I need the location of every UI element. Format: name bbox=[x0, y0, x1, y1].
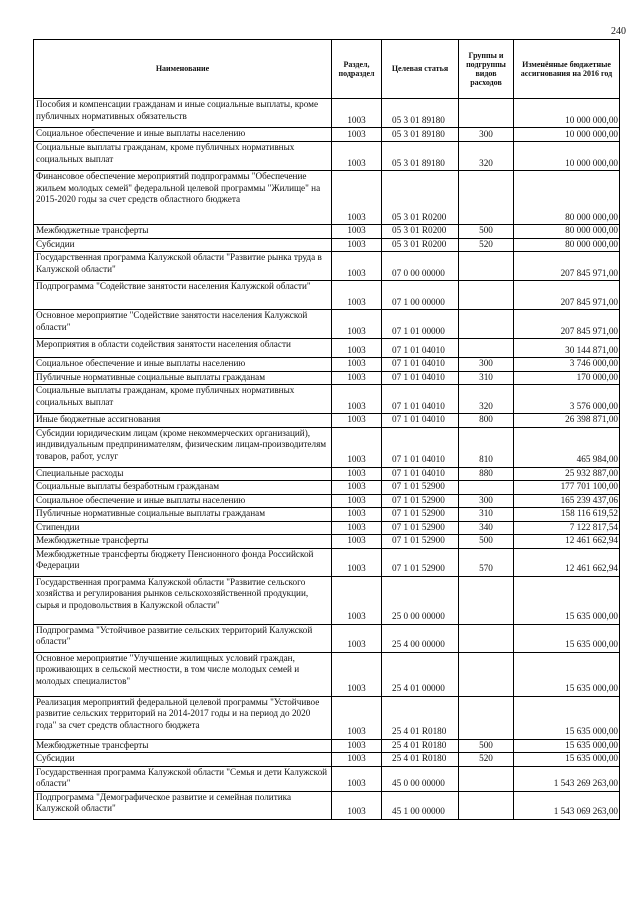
header-name: Наименование bbox=[34, 40, 332, 99]
row-article: 45 1 00 00000 bbox=[382, 791, 459, 819]
table-row bbox=[34, 225, 620, 239]
row-group: 880 bbox=[459, 467, 514, 481]
row-group: 340 bbox=[459, 521, 514, 535]
row-section: 1003 bbox=[332, 739, 382, 753]
row-group: 810 bbox=[459, 427, 514, 467]
table-row bbox=[34, 427, 620, 467]
row-group: 800 bbox=[459, 414, 514, 428]
table-row bbox=[34, 521, 620, 535]
row-group bbox=[459, 310, 514, 339]
row-group bbox=[459, 99, 514, 128]
row-name: Мероприятия в области содействия занятости населения области bbox=[34, 339, 332, 358]
row-article: 07 1 01 04010 bbox=[382, 339, 459, 358]
row-name: Подпрограмма "Устойчивое развитие сельских территорий Калужской области" bbox=[34, 624, 332, 652]
table-row bbox=[34, 171, 620, 225]
table-row bbox=[34, 576, 620, 624]
row-article: 07 0 00 00000 bbox=[382, 252, 459, 281]
row-name: Публичные нормативные социальные выплаты гражданам bbox=[34, 508, 332, 522]
header-row bbox=[34, 40, 620, 99]
table-row bbox=[34, 128, 620, 142]
row-article: 07 1 01 52900 bbox=[382, 535, 459, 549]
row-name: Финансовое обеспечение мероприятий подпрограммы "Обеспечение жильем молодых семей" федеральной целевой программы "Жилище" на 2015-2020 годы за счет средств областного бюджета bbox=[34, 171, 332, 225]
row-article: 05 3 01 89180 bbox=[382, 99, 459, 128]
row-name: Государственная программа Калужской области "Развитие сельского хозяйства и регулирования рынков сельскохозяйственной продукции, сырья и продовольствия в Калужской области" bbox=[34, 576, 332, 624]
row-amount: 10 000 000,00 bbox=[514, 142, 620, 171]
table-row bbox=[34, 652, 620, 696]
row-group: 520 bbox=[459, 238, 514, 252]
row-group bbox=[459, 281, 514, 310]
table-row bbox=[34, 414, 620, 428]
row-article: 07 1 01 00000 bbox=[382, 310, 459, 339]
row-group bbox=[459, 576, 514, 624]
row-group: 300 bbox=[459, 128, 514, 142]
row-amount: 10 000 000,00 bbox=[514, 99, 620, 128]
table-row bbox=[34, 791, 620, 819]
row-amount: 10 000 000,00 bbox=[514, 128, 620, 142]
row-amount: 465 984,00 bbox=[514, 427, 620, 467]
budget-table bbox=[33, 39, 620, 820]
row-section: 1003 bbox=[332, 238, 382, 252]
table-row bbox=[34, 252, 620, 281]
row-section: 1003 bbox=[332, 252, 382, 281]
row-name: Межбюджетные трансферты bbox=[34, 225, 332, 239]
row-name: Специальные расходы bbox=[34, 467, 332, 481]
table-row bbox=[34, 371, 620, 385]
row-group bbox=[459, 481, 514, 495]
row-section: 1003 bbox=[332, 576, 382, 624]
table-row bbox=[34, 339, 620, 358]
row-section: 1003 bbox=[332, 414, 382, 428]
row-article: 07 1 00 00000 bbox=[382, 281, 459, 310]
table-row bbox=[34, 238, 620, 252]
table-row bbox=[34, 142, 620, 171]
row-group: 570 bbox=[459, 548, 514, 576]
row-amount: 80 000 000,00 bbox=[514, 225, 620, 239]
row-section: 1003 bbox=[332, 481, 382, 495]
row-section: 1003 bbox=[332, 521, 382, 535]
table-row bbox=[34, 696, 620, 739]
table-row bbox=[34, 358, 620, 372]
row-amount: 3 576 000,00 bbox=[514, 385, 620, 414]
row-section: 1003 bbox=[332, 624, 382, 652]
row-article: 45 0 00 00000 bbox=[382, 766, 459, 791]
row-amount: 25 932 887,00 bbox=[514, 467, 620, 481]
row-name: Стипендии bbox=[34, 521, 332, 535]
row-name: Публичные нормативные социальные выплаты гражданам bbox=[34, 371, 332, 385]
row-amount: 30 144 871,00 bbox=[514, 339, 620, 358]
row-article: 05 3 01 R0200 bbox=[382, 171, 459, 225]
row-article: 05 3 01 R0200 bbox=[382, 225, 459, 239]
row-name: Социальное обеспечение и иные выплаты населению bbox=[34, 494, 332, 508]
row-amount: 158 116 619,52 bbox=[514, 508, 620, 522]
row-group: 320 bbox=[459, 142, 514, 171]
row-section: 1003 bbox=[332, 225, 382, 239]
row-section: 1003 bbox=[332, 128, 382, 142]
table-row bbox=[34, 753, 620, 767]
row-group bbox=[459, 652, 514, 696]
row-amount: 26 398 871,00 bbox=[514, 414, 620, 428]
row-amount: 15 635 000,00 bbox=[514, 576, 620, 624]
row-section: 1003 bbox=[332, 696, 382, 739]
row-article: 05 3 01 89180 bbox=[382, 142, 459, 171]
row-amount: 80 000 000,00 bbox=[514, 238, 620, 252]
row-section: 1003 bbox=[332, 371, 382, 385]
table-row bbox=[34, 467, 620, 481]
row-article: 07 1 01 52900 bbox=[382, 521, 459, 535]
row-amount: 165 239 437,06 bbox=[514, 494, 620, 508]
row-name: Пособия и компенсации гражданам и иные социальные выплаты, кроме публичных нормативных обязательств bbox=[34, 99, 332, 128]
row-name: Социальные выплаты гражданам, кроме публичных нормативных социальных выплат bbox=[34, 385, 332, 414]
row-group: 500 bbox=[459, 739, 514, 753]
row-name: Социальное обеспечение и иные выплаты населению bbox=[34, 358, 332, 372]
row-name: Субсидии bbox=[34, 238, 332, 252]
row-amount: 80 000 000,00 bbox=[514, 171, 620, 225]
header-article: Целевая статья bbox=[382, 40, 459, 99]
row-amount: 1 543 069 263,00 bbox=[514, 791, 620, 819]
row-group bbox=[459, 696, 514, 739]
row-group: 520 bbox=[459, 753, 514, 767]
table-row bbox=[34, 481, 620, 495]
table-row bbox=[34, 624, 620, 652]
row-name: Государственная программа Калужской области "Семья и дети Калужской области" bbox=[34, 766, 332, 791]
table-row bbox=[34, 310, 620, 339]
row-name: Подпрограмма "Демографическое развитие и семейная политика Калужской области" bbox=[34, 791, 332, 819]
row-amount: 207 845 971,00 bbox=[514, 252, 620, 281]
header-section: Раздел, подраздел bbox=[332, 40, 382, 99]
row-section: 1003 bbox=[332, 171, 382, 225]
row-article: 07 1 01 04010 bbox=[382, 414, 459, 428]
table-row bbox=[34, 739, 620, 753]
row-article: 05 3 01 R0200 bbox=[382, 238, 459, 252]
row-group: 500 bbox=[459, 535, 514, 549]
row-article: 07 1 01 52900 bbox=[382, 508, 459, 522]
row-name: Государственная программа Калужской области "Развитие рынка труда в Калужской области" bbox=[34, 252, 332, 281]
row-section: 1003 bbox=[332, 753, 382, 767]
row-section: 1003 bbox=[332, 358, 382, 372]
row-group: 310 bbox=[459, 371, 514, 385]
row-section: 1003 bbox=[332, 766, 382, 791]
row-section: 1003 bbox=[332, 548, 382, 576]
row-article: 25 4 00 00000 bbox=[382, 624, 459, 652]
row-amount: 15 635 000,00 bbox=[514, 652, 620, 696]
row-name: Межбюджетные трансферты бюджету Пенсионного фонда Российской Федерации bbox=[34, 548, 332, 576]
row-name: Межбюджетные трансферты bbox=[34, 739, 332, 753]
row-section: 1003 bbox=[332, 99, 382, 128]
row-article: 07 1 01 52900 bbox=[382, 494, 459, 508]
row-group: 320 bbox=[459, 385, 514, 414]
row-article: 07 1 01 04010 bbox=[382, 385, 459, 414]
row-name: Реализация мероприятий федеральной целевой программы "Устойчивое развитие сельских территорий на 2014-2017 годы и на период до 2020 года" за счет средств областного бюджета bbox=[34, 696, 332, 739]
table-row bbox=[34, 535, 620, 549]
row-group bbox=[459, 252, 514, 281]
row-article: 07 1 01 04010 bbox=[382, 427, 459, 467]
row-section: 1003 bbox=[332, 508, 382, 522]
row-article: 07 1 01 04010 bbox=[382, 358, 459, 372]
table-body bbox=[34, 99, 620, 820]
row-article: 25 4 01 R0180 bbox=[382, 753, 459, 767]
table-row bbox=[34, 99, 620, 128]
row-article: 07 1 01 52900 bbox=[382, 548, 459, 576]
table-row bbox=[34, 281, 620, 310]
row-section: 1003 bbox=[332, 310, 382, 339]
row-amount: 15 635 000,00 bbox=[514, 696, 620, 739]
row-group bbox=[459, 766, 514, 791]
row-group: 300 bbox=[459, 494, 514, 508]
row-amount: 15 635 000,00 bbox=[514, 753, 620, 767]
row-article: 25 4 01 R0180 bbox=[382, 739, 459, 753]
row-section: 1003 bbox=[332, 535, 382, 549]
row-amount: 12 461 662,94 bbox=[514, 535, 620, 549]
row-amount: 3 746 000,00 bbox=[514, 358, 620, 372]
row-section: 1003 bbox=[332, 339, 382, 358]
row-amount: 7 122 817,54 bbox=[514, 521, 620, 535]
row-group bbox=[459, 171, 514, 225]
row-amount: 1 543 269 263,00 bbox=[514, 766, 620, 791]
row-section: 1003 bbox=[332, 385, 382, 414]
row-amount: 170 000,00 bbox=[514, 371, 620, 385]
row-section: 1003 bbox=[332, 427, 382, 467]
row-section: 1003 bbox=[332, 281, 382, 310]
row-name: Основное мероприятие "Улучшение жилищных условий граждан, проживающих в сельской местности, в том числе молодых семей и молодых специалистов" bbox=[34, 652, 332, 696]
row-group bbox=[459, 791, 514, 819]
row-group bbox=[459, 339, 514, 358]
row-amount: 207 845 971,00 bbox=[514, 310, 620, 339]
row-amount: 15 635 000,00 bbox=[514, 624, 620, 652]
row-article: 25 0 00 00000 bbox=[382, 576, 459, 624]
row-section: 1003 bbox=[332, 142, 382, 171]
page-number: 240 bbox=[611, 26, 626, 37]
table-row bbox=[34, 548, 620, 576]
row-group: 310 bbox=[459, 508, 514, 522]
row-name: Основное мероприятие "Содействие занятости населения Калужской области" bbox=[34, 310, 332, 339]
header-groups: Группы и подгруппы видов расходов bbox=[459, 40, 514, 99]
row-group: 500 bbox=[459, 225, 514, 239]
row-name: Социальное обеспечение и иные выплаты населению bbox=[34, 128, 332, 142]
row-group bbox=[459, 624, 514, 652]
row-name: Субсидии юридическим лицам (кроме некоммерческих организаций), индивидуальным предпринимателям, физическим лицам-производителям товаров, работ, услуг bbox=[34, 427, 332, 467]
row-amount: 12 461 662,94 bbox=[514, 548, 620, 576]
row-article: 07 1 01 52900 bbox=[382, 481, 459, 495]
row-name: Межбюджетные трансферты bbox=[34, 535, 332, 549]
row-article: 07 1 01 04010 bbox=[382, 371, 459, 385]
row-name: Субсидии bbox=[34, 753, 332, 767]
row-article: 25 4 01 R0180 bbox=[382, 696, 459, 739]
table-row bbox=[34, 494, 620, 508]
row-group: 300 bbox=[459, 358, 514, 372]
row-name: Социальные выплаты гражданам, кроме публичных нормативных социальных выплат bbox=[34, 142, 332, 171]
row-section: 1003 bbox=[332, 467, 382, 481]
row-amount: 15 635 000,00 bbox=[514, 739, 620, 753]
row-name: Подпрограмма "Содействие занятости населения Калужской области" bbox=[34, 281, 332, 310]
table-row bbox=[34, 508, 620, 522]
row-name: Социальные выплаты безработным гражданам bbox=[34, 481, 332, 495]
row-amount: 207 845 971,00 bbox=[514, 281, 620, 310]
table-row bbox=[34, 766, 620, 791]
row-article: 05 3 01 89180 bbox=[382, 128, 459, 142]
row-section: 1003 bbox=[332, 494, 382, 508]
row-name: Иные бюджетные ассигнования bbox=[34, 414, 332, 428]
row-article: 07 1 01 04010 bbox=[382, 467, 459, 481]
row-section: 1003 bbox=[332, 652, 382, 696]
table-row bbox=[34, 385, 620, 414]
header-amount: Изменённые бюджетные ассигнования на 2016 год bbox=[514, 40, 620, 99]
row-section: 1003 bbox=[332, 791, 382, 819]
row-article: 25 4 01 00000 bbox=[382, 652, 459, 696]
row-amount: 177 701 100,00 bbox=[514, 481, 620, 495]
